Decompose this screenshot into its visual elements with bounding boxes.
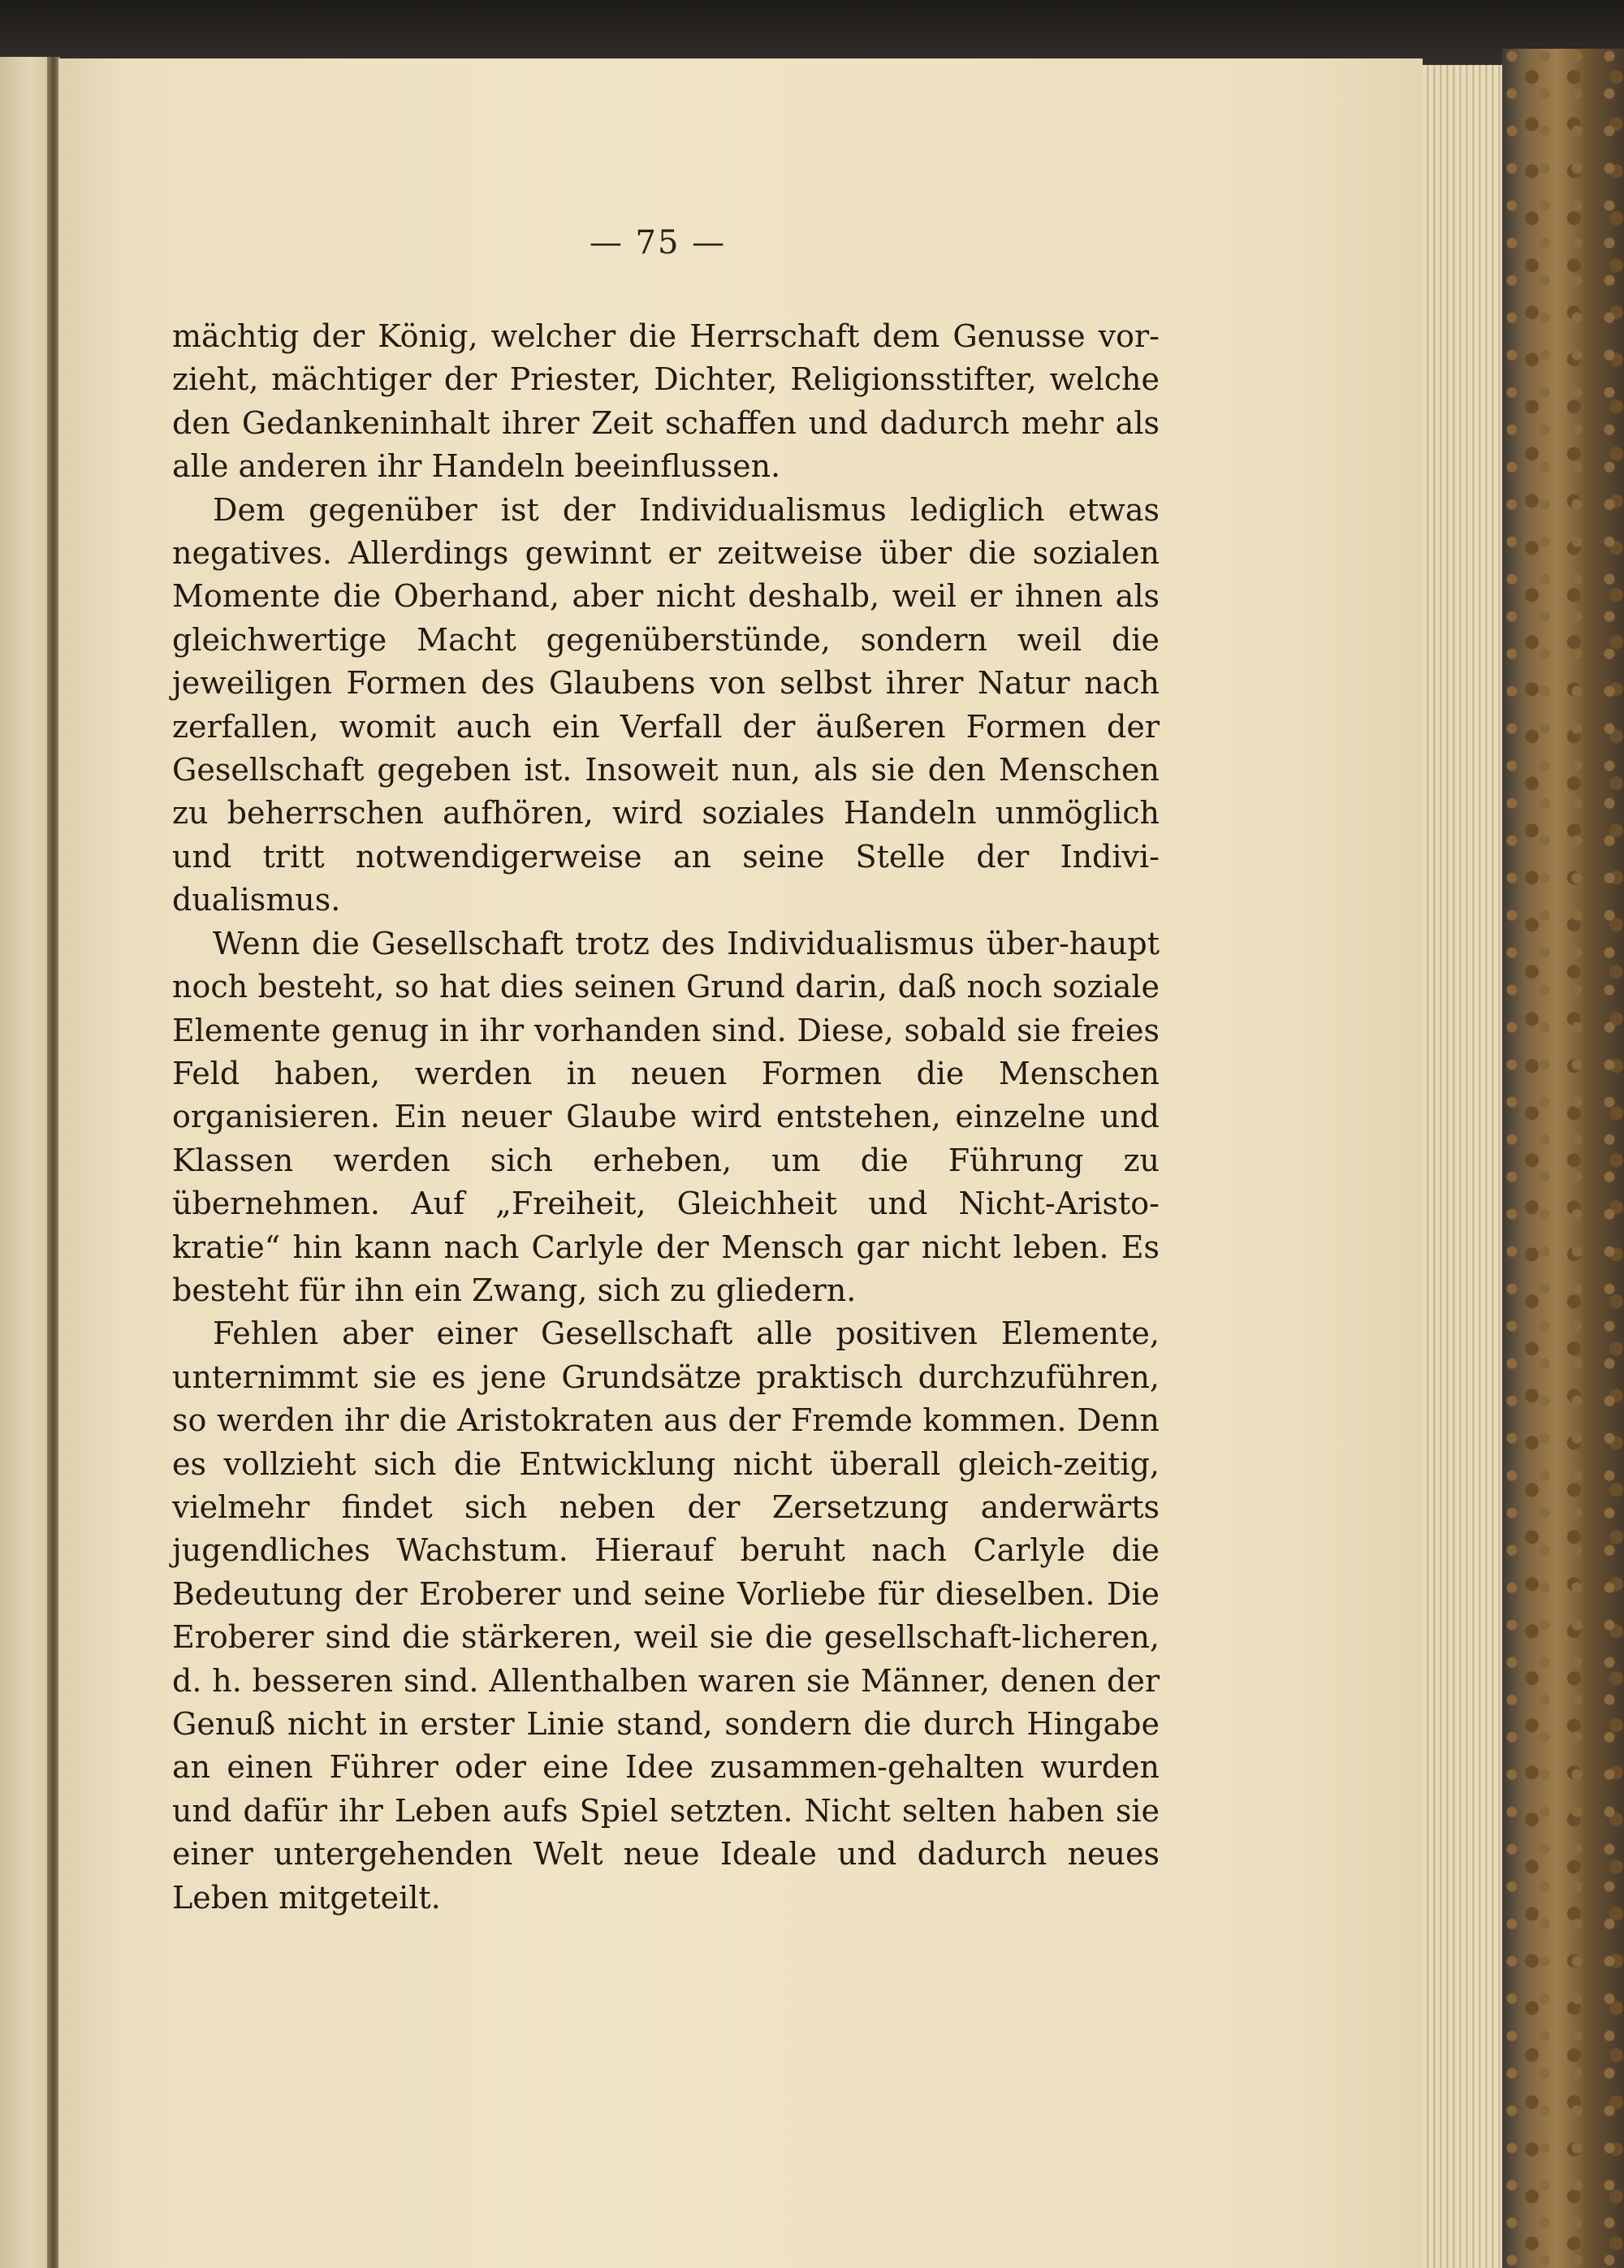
marbled-back-cover <box>1502 49 1624 2268</box>
page-number: — 75 — <box>589 224 727 261</box>
body-text <box>172 315 1160 1920</box>
paragraph: Dem gegenüber ist der Individualismus lediglich etwas negatives. Allerdings gewinnt er zeitweise über die sozialen Momente die Oberhand, aber nicht deshalb, weil er ihnen als gleichwertige Macht gegenüberstünde, sondern weil die jeweiligen Formen des Glaubens von selbst ihrer Natur nach zerfallen, womit auch ein Verfall der äußeren Formen der Gesellschaft gegeben ist. Insoweit nun, als sie den Menschen zu beherrschen aufhören, wird soziales Handeln unmöglich und tritt notwendigerweise an seine Stelle der Indivi-dualismus. <box>172 491 1160 918</box>
paragraph: Wenn die Gesellschaft trotz des Individualismus über-haupt noch besteht, so hat dies seinen Grund darin, daß noch soziale Elemente genug in ihr vorhanden sind. Diese, sobald sie freies Feld haben, werden in neuen Formen die Menschen organisieren. Ein neuer Glaube wird entstehen, einzelne und Klassen werden sich erheben, um die Führung zu übernehmen. Auf „Freiheit, Gleichheit und Nicht-Aristo-kratie“ hin kann nach Carlyle der Mensch gar nicht leben. Es besteht für ihn ein Zwang, sich zu gliedern. <box>172 925 1160 1308</box>
left-page-edge <box>0 57 50 2268</box>
page-stack-edges <box>1423 65 1502 2268</box>
paragraph: Fehlen aber einer Gesellschaft alle positiven Elemente, unternimmt sie es jene Grundsätze praktisch durchzuführen, so werden ihr die Aristokraten aus der Fremde kommen. Denn es vollzieht sich die Entwicklung nicht überall gleich-zeitig, vielmehr findet sich neben der Zersetzung anderwärts jugendliches Wachstum. Hierauf beruht nach Carlyle die Bedeutung der Eroberer und seine Vorliebe für dieselben. Die Eroberer sind die stärkeren, weil sie die gesellschaft-licheren, d. h. besseren sind. Allenthalben waren sie Männer, denen der Genuß nicht in erster Linie stand, sondern die durch Hingabe an einen Führer oder eine Idee zusammen-gehalten wurden und dafür ihr Leben aufs Spiel setzten. Nicht selten haben sie einer untergehenden Welt neue Ideale und dadurch neues Leben mitgeteilt. <box>172 1315 1160 1916</box>
paragraph: mächtig der König, welcher die Herrschaft dem Genusse vor-zieht, mächtiger der Priester, Dichter, Religionsstifter, welche den Gedankeninhalt ihrer Zeit schaffen und dadurch mehr als alle anderen ihr Handeln beeinflussen. <box>172 318 1160 485</box>
